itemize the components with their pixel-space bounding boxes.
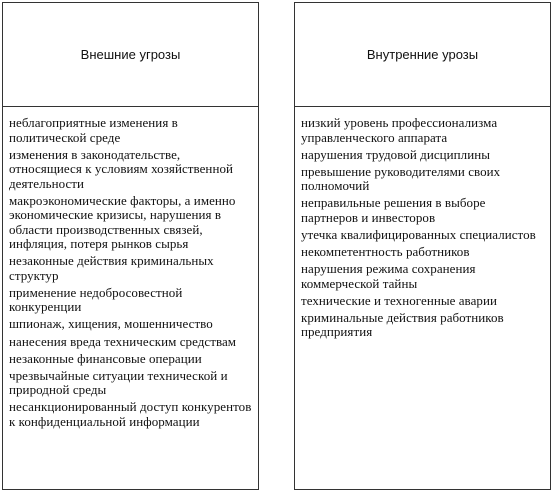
internal-threats-column <box>294 2 551 490</box>
internal-threats-list <box>301 116 544 340</box>
list-item: утечка квалифицированных специалистов <box>301 226 536 242</box>
list-item: нанесения вреда техническим средствам <box>9 333 237 349</box>
internal-threats-body <box>294 106 551 490</box>
external-threats-body <box>2 106 259 490</box>
list-item: незаконные действия криминальных структур <box>9 253 214 283</box>
list-item: превышение руководителями своих полномочий <box>301 163 501 194</box>
list-item: незаконные финансовые операции <box>9 350 202 366</box>
list-item: технические и техногенные аварии <box>301 292 497 308</box>
external-threats-header <box>2 2 259 107</box>
external-threats-list <box>9 116 252 429</box>
internal-threats-header <box>294 2 551 107</box>
list-item: нарушения режима сохранения коммерческой тайны <box>301 261 476 291</box>
list-item: неправильные решения в выборе партнеров и инвесторов <box>301 195 486 225</box>
list-item: нарушения трудовой дисциплины <box>301 146 490 162</box>
list-item: несанкционированный доступ конкурентов к конфиденциальной информации <box>9 399 252 429</box>
list-item: применение недобросовестной конкуренции <box>9 284 183 315</box>
list-item: шпионаж, хищения, мошенничество <box>9 316 213 332</box>
external-threats-column <box>2 2 259 490</box>
internal-threats-title: Внутренние урозы <box>366 47 479 62</box>
external-threats-title: Внешние угрозы <box>80 47 181 62</box>
list-item: неблагоприятные изменения в политической среде <box>9 115 178 145</box>
list-item: макроэкономические факторы, а именно экономические кризисы, нарушения в области производственных связей, инфляция, потеря рынков сырья <box>9 192 236 252</box>
list-item: некомпетентность работников <box>301 243 470 259</box>
list-item: чрезвычайные ситуации технической и природной среды <box>9 367 228 398</box>
list-item: криминальные действия работников предприятия <box>301 309 504 340</box>
list-item: низкий уровень профессионализма управленческого аппарата <box>301 115 498 145</box>
list-item: изменения в законодательстве, относящиеся к условиям хозяйственной деятельности <box>9 146 234 191</box>
